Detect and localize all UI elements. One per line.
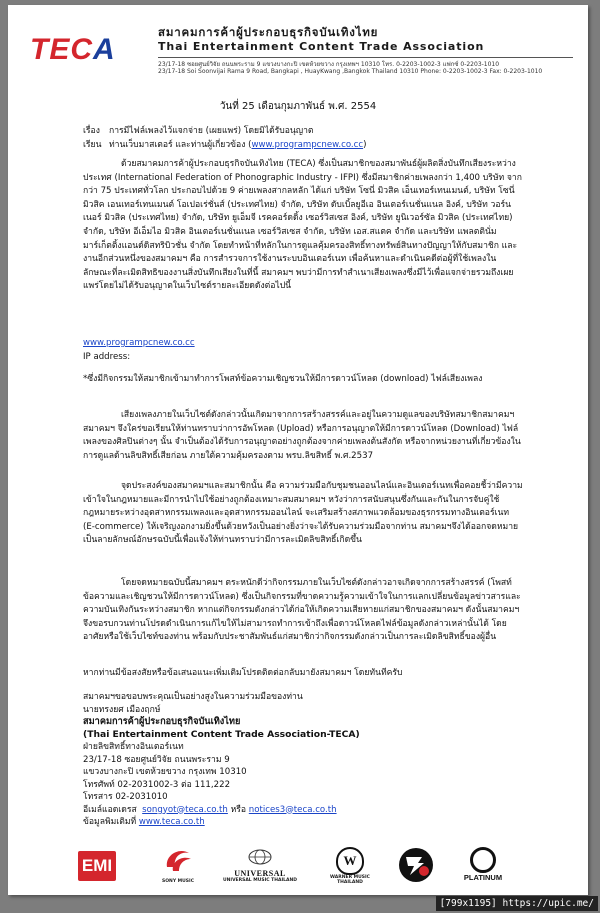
- signature-web-line: [83, 816, 553, 829]
- stack-icon: [396, 845, 436, 885]
- to-text: ท่านเว็บมาสเตอร์ และท่านผู้เกี่ยวข้อง (: [109, 139, 252, 150]
- teca-logo: TECA: [30, 33, 116, 66]
- teca-website-link[interactable]: www.teca.co.th: [138, 817, 205, 827]
- signature-block: [83, 691, 553, 829]
- universal-globe-icon: [245, 847, 275, 865]
- letter-heading: [83, 125, 523, 152]
- to-site-link[interactable]: www.programpcnew.co.cc: [251, 139, 364, 150]
- paragraph-intro-text: ด้วยสมาคมการค้าผู้ประกอบธุรกิจบันเทิงไทย (TECA) ซึ่งเป็นสมาชิกของสมาพันธ์ผู้ผลิตสิ่งบันทึกเสียงระหว่างประเทศ (International Federation of Phonographic Industry - IFPI) ซึ่งมีสมาชิกค่ายเพลงกว่า 1,400 บริษัท จากกว่า 75 ประเทศทั่วโลก ประกอบไปด้วย 9 ค่ายเพลงสากลหลัก ได้แก่ บริษัท โซนี่ มิวสิค เอ็นเทอร์เทนเมนต์, บริษัท โซนี่ มิวสิค เอนเทอร์เทนเมนต์ โอเปอเร่ชั่นส์ (ประเทศไทย) จำกัด, บริษัท ดับเบิ้ลยูอีเอ อินเตอร์เนชั่นแนล อิงค์, บริษัท วอร์นเนอร์ มิวสิค (ประเทศไทย) จำกัด, บริษัท ยูเอ็มจี เรคคอร์ดดิ้ง เซอร์วิสเซส อิงค์, บริษัท ยูนิเวอร์ซัล มิวสิค (ประเทศไทย) จำกัด, บริษัท อีเอ็มไอ มิวสิค อินเตอร์เนชั่นแนล เซอร์วิสเซส จำกัด, บริษัท เอส.สแตค จำกัด และบริษัท แพลตตินั่ม มาร์เก็ตติ้งแอนด์ดิสทริบิวชั่น จำกัด โดยทำหน้าที่หลักในการดูแลคุ้มครองสิทธิ์ทางทรัพย์สินทางปัญญาให้กับสมาชิก และงานอีกส่วนหนึ่งของสมาคมฯ คือ การสำรวจการใช้งานระบบอินเตอร์เนท เพื่อค้นหาและดำเนินคดีต่อผู้ที่ใช้เพลงในลักษณะที่ละเมิดสิทธิของงานสิ่งบันทึกเสียงในที่นี้ สมาคมฯ พบว่ามีการทำสำเนาเสียงเพลงซึ่งมีไว้เพื่อแจกจ่ายรวมถึงเผยแพร่โดยไม่ได้รับอนุญาตในเว็บไซต์รายละเอียดดังต่อไปนี้: [83, 159, 522, 292]
- warner-music-logo: [323, 847, 377, 885]
- letter-page: [8, 5, 588, 895]
- email-label: อีเมล์แอดเดรส: [83, 804, 137, 815]
- sony-music-caption: SONY MUSIC: [161, 879, 194, 884]
- site-link[interactable]: www.programpcnew.co.cc: [83, 338, 195, 348]
- paragraph-purpose-text: จุดประสงค์ของสมาคมฯและสมาชิกนั้น คือ ความร่วมมือกับชุมชนออนไลน์และอินเตอร์เนทเพื่อคอยชี้ว่ามีความเข้าใจในกฎหมายและมีการนำไปใช้อย่างถูกต้องเหมาะสมสมาคมฯ หวังว่าการสนับสนุนซึ่งกันและกันในการจับคู่ใช้กฎหมายระหว่างอุตสาหกรรมเพลงและอุตสาหกรรมออนไลน์ จะเสริมสร้างสภาพแวดล้อมของธุรกรรมทางอินเตอร์เนท (E-commerce) ให้เจริญงอกงามยิ่งขึ้นด้วยหวังเป็นอย่างยิ่งว่าจะได้รับความร่วมมือจากท่าน สมาคมฯจึงได้ออกจดหมายเป็นลายลักษณ์อักษรฉบับนี้เพื่อแจ้งให้ท่านทราบว่ามีการละเมิดลิขสิทธิ์เกิดขึ้น: [83, 481, 523, 546]
- header-divider: [158, 57, 573, 58]
- paragraph-intro: [83, 158, 523, 294]
- to-label: เรียน: [83, 139, 102, 150]
- universal-caption: UNIVERSAL MUSIC THAILAND: [222, 878, 298, 883]
- signature-address-line2: แขวงบางกะปิ เขตห้วยขวาง กรุงเทพ 10310: [83, 767, 247, 777]
- email-link-songyot[interactable]: songyot@teca.co.th: [142, 804, 228, 815]
- stack-logo: [396, 845, 436, 885]
- signature-org-thai: สมาคมการค้าผู้ประกอบธุรกิจบันเทิงไทย: [83, 716, 241, 727]
- org-name-thai: สมาคมการค้าผู้ประกอบธุรกิจบันเทิงไทย: [158, 25, 379, 39]
- email-or: หรือ: [230, 804, 247, 815]
- signature-phone: โทรศัพท์ 02-2031002-3 ต่อ 111,222: [83, 779, 231, 790]
- signature-address-line1: 23/17-18 ซอยศูนย์วิจัย ถนนพระราม 9: [83, 754, 230, 765]
- platinum-ring-icon: [470, 847, 496, 873]
- signature-fax: โทรสาร 02-2031010: [83, 792, 168, 802]
- universal-wordmark: UNIVERSAL: [234, 869, 286, 878]
- image-host-tag: [799x1195] https://upic.me/: [436, 896, 598, 911]
- site-details: [83, 337, 523, 364]
- paragraph-copyright-text: เสียงเพลงภายในเว็บไซต์ดังกล่าวนั้นเกิดมาจากการสร้างสรรค์และอยู่ในความดูแลของบริษัทสมาชิกสมาคมฯ สมาคมฯ จึงใคร่ขอเรียนให้ท่านทราบว่าการอัพโหลด (Upload) หรือการอนุญาตให้มีการดาวน์โหลด (Download) ไฟล์เพลงของศิลปินต่างๆ นั้น จำเป็นต้องได้รับการอนุญาตอย่างถูกต้องจากค่ายเพลงต้นสังกัด หรือจากหน่วยงานที่เกี่ยวข้องในการดูแลด้านลิขสิทธิ์เสียก่อน ภายใต้ความคุ้มครองตาม พรบ.ลิขสิทธิ์ พ.ศ.2537: [83, 410, 521, 461]
- to-close: ): [363, 139, 367, 150]
- ip-address-label: IP address:: [83, 351, 131, 362]
- paragraph-copyright: [83, 409, 523, 463]
- activity-note-text: *ซึ่งมีกิจกรรมให้สมาชิกเข้ามาทำการโพสท์ข้อความเชิญชวนให้มีการดาวน์โหลด (download) ไฟล์เสียงเพลง: [83, 374, 483, 384]
- warner-caption: WARNER MUSIC: [330, 875, 370, 880]
- subject-label: เรื่อง: [83, 126, 100, 136]
- paragraph-contact: [83, 667, 523, 681]
- universal-logo: [220, 847, 300, 883]
- warner-subcaption: THAILAND: [337, 880, 363, 885]
- signature-org-english: (Thai Entertainment Content Trade Association-TECA): [83, 728, 360, 740]
- paragraph-request-text: โดยจดหมายฉบับนี้สมาคมฯ ตระหนักดีว่ากิจกรรมภายในเว็บไซต์ดังกล่าวอาจเกิดจากการสร้างสรรค์ (โพสท์ข้อความและเชิญชวนให้มีการดาวน์โหลด) ซึ่งเป็นกิจกรรมที่ขาดความรู้ความเข้าใจในการแลกเปลี่ยนข้อมูลข่าวสารและความบันเทิงกันระหว่างสมาชิก หากแต่กิจกรรมดังกล่าวได้ก่อให้เกิดความเสียหายแก่สมาชิกของสมาคมฯ ดังนั้นสมาคมฯ จึงขอรบกวนท่านโปรดดำเนินการแก้ไขให้ไม่สามารถทำการเข้าถึงเพื่อดาวน์โหลดไฟล์ข้อมูลดังกล่าวเหล่านั้นได้ โดยอาศัยหรือใช้เว็บไซท์ของท่าน พร้อมกับประชาสัมพันธ์แก่สมาชิกว่ากิจกรรมดังกล่าวเป็นการละเมิดลิขสิทธิ์ของผู้อื่น: [83, 578, 521, 643]
- paragraph-request: [83, 577, 523, 645]
- activity-note: [83, 373, 523, 387]
- department: ฝ่ายลิขสิทธิ์ทางอินเตอร์เนท: [83, 742, 184, 752]
- sony-music-icon: [161, 845, 195, 875]
- paragraph-purpose: [83, 480, 523, 548]
- member-logos: [8, 845, 588, 891]
- signature-email-line: [83, 804, 553, 817]
- header-address-english: 23/17-18 Soi Soonvijai Rama 9 Road, Bangkapi , HuayKwang ,Bangkok Thailand 10310 Phone: 0-2203-1002-3 Fax: 0-2203-1010: [158, 68, 543, 75]
- warner-shield-icon: W: [336, 847, 364, 875]
- email-link-notices[interactable]: notices3@teca.co.th: [248, 804, 337, 815]
- web-label: ข้อมูลพิมเติมที่: [83, 817, 137, 827]
- header-address-thai: 23/17-18 ซอยศูนย์วิจัย ถนนพระราม 9 แขวงบางกะปิ เขตห้วยขวาง กรุงเทพฯ 10310 โทร. 0-2203-1002-3 แฟกซ์ 0-2203-1010: [158, 61, 500, 68]
- paragraph-contact-text: หากท่านมีข้อสงสัยหรือข้อเสนอแนะเพิ่มเติมโปรดติดต่อกลับมายังสมาคมฯ โดยทันทีครับ: [83, 668, 403, 678]
- letter-date: วันที่ 25 เดือนกุมภาพันธ์ พ.ศ. 2554: [219, 101, 377, 112]
- platinum-logo: [458, 847, 508, 882]
- subject-text: การมีไฟล์เพลงไว้แจกจ่าย (เผยแพร่) โดยมิได้รับอนุญาต: [109, 126, 314, 136]
- org-name-english: Thai Entertainment Content Trade Association: [158, 40, 485, 53]
- thanks-line: สมาคมฯขอขอบพระคุณเป็นอย่างสูงในความร่วมมือของท่าน: [83, 692, 303, 702]
- signer-name: นายทรงยศ เมืองฤกษ์: [83, 704, 161, 715]
- sony-music-logo: [158, 845, 198, 884]
- platinum-wordmark: PLATINUM: [463, 873, 503, 882]
- emi-logo: EMI: [78, 851, 116, 881]
